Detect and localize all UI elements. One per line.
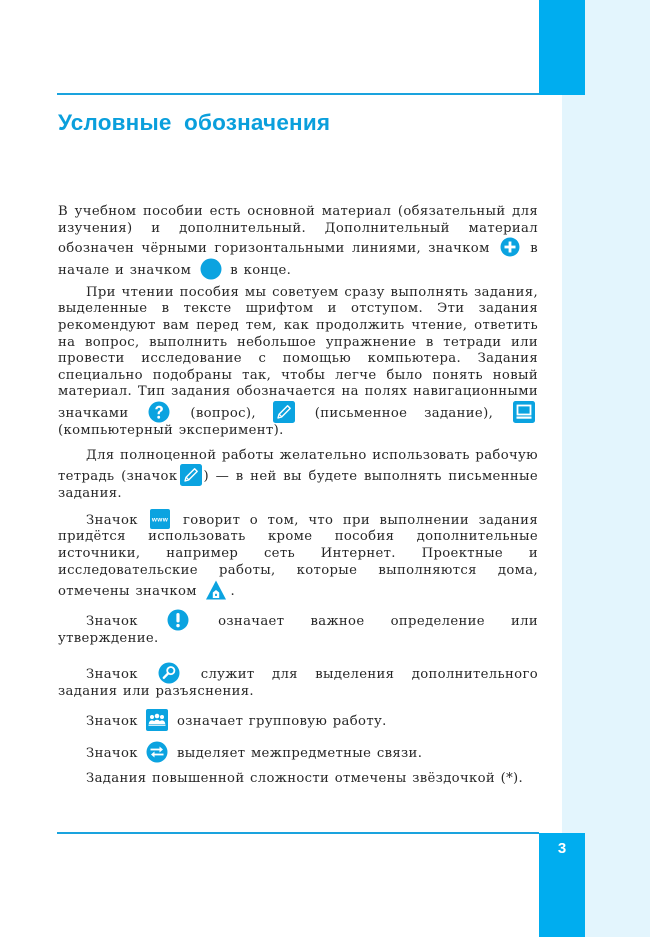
text: (вопрос), <box>190 405 256 421</box>
www-icon <box>150 509 170 529</box>
text: Задания повышенной сложности отмечены звёздочкой (*). <box>86 771 524 787</box>
arrows-exchange-icon <box>146 741 168 763</box>
pencil-icon <box>273 401 295 423</box>
text: Значок <box>86 614 138 630</box>
text: Значок <box>86 666 138 682</box>
svg-text:www: www <box>152 516 169 524</box>
pencil-icon <box>180 464 202 486</box>
paragraph-definition <box>58 609 538 648</box>
margin-strip-top <box>585 0 650 95</box>
text: служит для выделения дополнительного задания или разъяснения. <box>58 666 538 699</box>
text: При чтении пособия мы советуем сразу выполнять задания, выделенные в тексте шрифтом и отступом. Эти задания рекомендуют вам перед тем, как продолжить чтение, ответить на вопрос, выполнить небольшое упражнение в тетради или провести исследование с помощью компьютера. Задания специально подобраны так, чтобы легче было понять новый материал. Тип задания обозначается на полях навигационными значками <box>58 284 538 421</box>
group-icon <box>146 709 168 731</box>
text: говорит о том, что при выполнении задания придётся использовать кроме пособия дополнительные источники, например сеть Интернет. Проектные и исследовательские работы, которые выполняются дома, отмечены значком <box>58 512 538 600</box>
text: Значок <box>86 746 138 762</box>
text: означает групповую работу. <box>176 714 387 730</box>
magnifier-icon <box>158 662 180 684</box>
text: в конце. <box>230 262 292 278</box>
plus-circle-icon <box>500 237 520 257</box>
paragraph-main-material <box>58 204 538 280</box>
paragraph-tasks <box>58 285 538 440</box>
text: в начале и значком <box>58 241 538 278</box>
text: выделяет межпредметные связи. <box>176 746 423 762</box>
text: Значок <box>86 512 138 528</box>
paragraph-extra-task <box>58 662 538 701</box>
text: . <box>230 584 235 600</box>
page-number: 3 <box>557 840 567 857</box>
text: ) — в ней вы будете выполнять письменные задания. <box>58 469 538 502</box>
paragraph-cross-subject <box>58 741 538 763</box>
text: Значок <box>86 714 138 730</box>
filled-circle-icon <box>200 258 222 280</box>
page-title: Условные обозначения <box>58 110 331 135</box>
header-tab <box>539 0 585 95</box>
text: (компьютерный эксперимент). <box>58 422 284 438</box>
body-text <box>58 204 538 788</box>
footer-rule <box>57 832 539 834</box>
home-icon <box>205 579 227 601</box>
header-rule <box>57 93 539 95</box>
paragraph-workbook <box>58 448 538 503</box>
question-icon <box>148 401 170 423</box>
computer-icon <box>513 401 535 423</box>
text: (письменное задание), <box>314 405 494 421</box>
text: В учебном пособии есть основной материал (обязательный для изучения) и дополнительный. Дополнительный материал обозначен чёрными горизонтальными линиями, значком <box>58 204 538 257</box>
paragraph-advanced-tasks <box>58 771 538 788</box>
margin-strip-bottom <box>585 833 650 937</box>
paragraph-internet <box>58 509 538 601</box>
margin-strip <box>562 95 650 833</box>
paragraph-group-work <box>58 709 538 731</box>
text: Для полноценной работы желательно использовать рабочую тетрадь (значок <box>58 447 538 485</box>
exclamation-icon <box>167 609 189 631</box>
text: означает важное определение или утверждение. <box>58 614 539 647</box>
